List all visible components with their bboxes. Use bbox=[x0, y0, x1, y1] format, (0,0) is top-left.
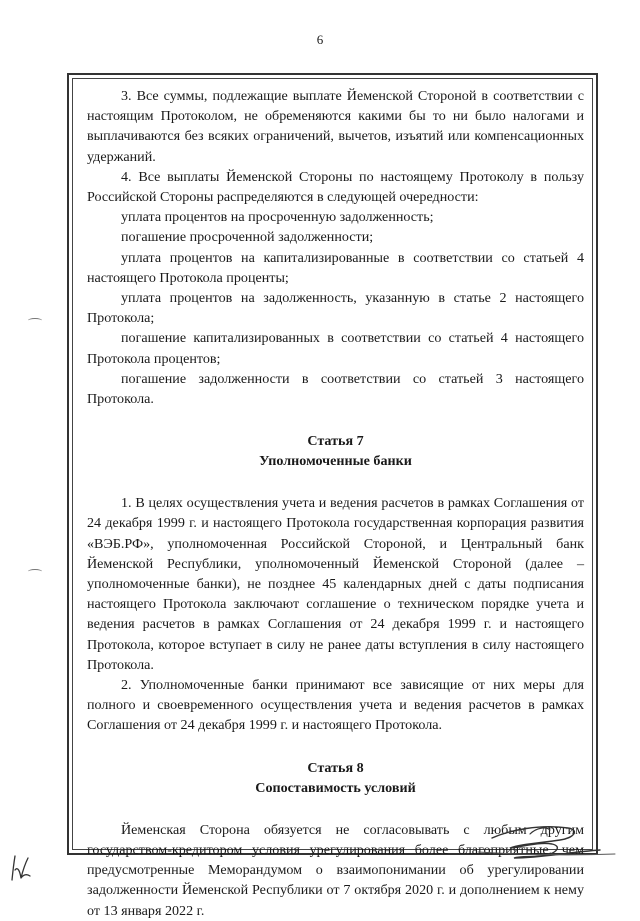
document-body bbox=[87, 86, 584, 921]
article-7-title: Уполномоченные банки bbox=[259, 453, 412, 470]
page-number: 6 bbox=[316, 32, 324, 47]
signature bbox=[470, 808, 620, 868]
list-item: уплата процентов на капитализированные в соответствии со статьей 4 настоящего Протокола проценты; bbox=[87, 249, 584, 286]
paragraph: 4. Все выплаты Йеменской Стороны по настоящему Протоколу в пользу Российской Стороны распределяются в следующей очередности: bbox=[87, 168, 584, 206]
list-item: погашение просроченной задолженности; bbox=[121, 229, 374, 246]
paragraph: Йеменская Сторона обязуется не согласовывать с любым другим государством-кредитором условия урегулирования более благоприятные, чем предусмотренные Меморандумом о взаимопонимании об урегулировании задолженности Йеменской Республики от 7 октября 2020 г. и дополнением к нему от 13 января 2022 г. bbox=[87, 821, 584, 919]
article-7-number: Статья 7 bbox=[307, 433, 364, 450]
initials-mark bbox=[8, 852, 34, 886]
margin-mark bbox=[28, 569, 42, 574]
list-item: уплата процентов на просроченную задолженность; bbox=[121, 209, 434, 226]
list-item: уплата процентов на задолженность, указанную в статье 2 настоящего Протокола; bbox=[87, 290, 584, 327]
article-8-title: Сопоставимость условий bbox=[255, 779, 416, 796]
list-item: погашение капитализированных в соответствии со статьей 4 настоящего Протокола процентов; bbox=[87, 330, 584, 367]
list-item: погашение задолженности в соответствии со статьей 3 настоящего Протокола. bbox=[87, 370, 584, 408]
article-8-number: Статья 8 bbox=[307, 759, 364, 776]
paragraph: 3. Все суммы, подлежащие выплате Йеменской Стороной в соответствии с настоящим Протоколом, не обременяются какими бы то ни было налогами и выплачиваются без всяких ограничений, вычетов, изъятий или компенсационных удержаний. bbox=[87, 88, 584, 165]
paragraph: 1. В целях осуществления учета и ведения расчетов в рамках Соглашения от 24 декабря 1999 г. и настоящего Протокола государственная корпорация развития «ВЭБ.РФ», уполномоченная Российской Стороной, и Центральный банк Йеменской Республики, уполномоченный Йеменской Стороной (далее – уполномоченные банки), не позднее 45 календарных дней с даты подписания настоящего Протокола заключают соглашение о техническом порядке учета и ведения расчетов в рамках Соглашения от 24 декабря 1999 г. и настоящего Протокола, которое вступает в силу не ранее даты вступления в силу настоящего Протокола. bbox=[87, 495, 584, 673]
paragraph: 2. Уполномоченные банки принимают все зависящие от них меры для полного и своевременного осуществления учета и ведения расчетов в рамках Соглашения от 24 декабря 1999 г. и настоящего Протокола. bbox=[87, 677, 584, 734]
margin-mark bbox=[28, 318, 42, 323]
